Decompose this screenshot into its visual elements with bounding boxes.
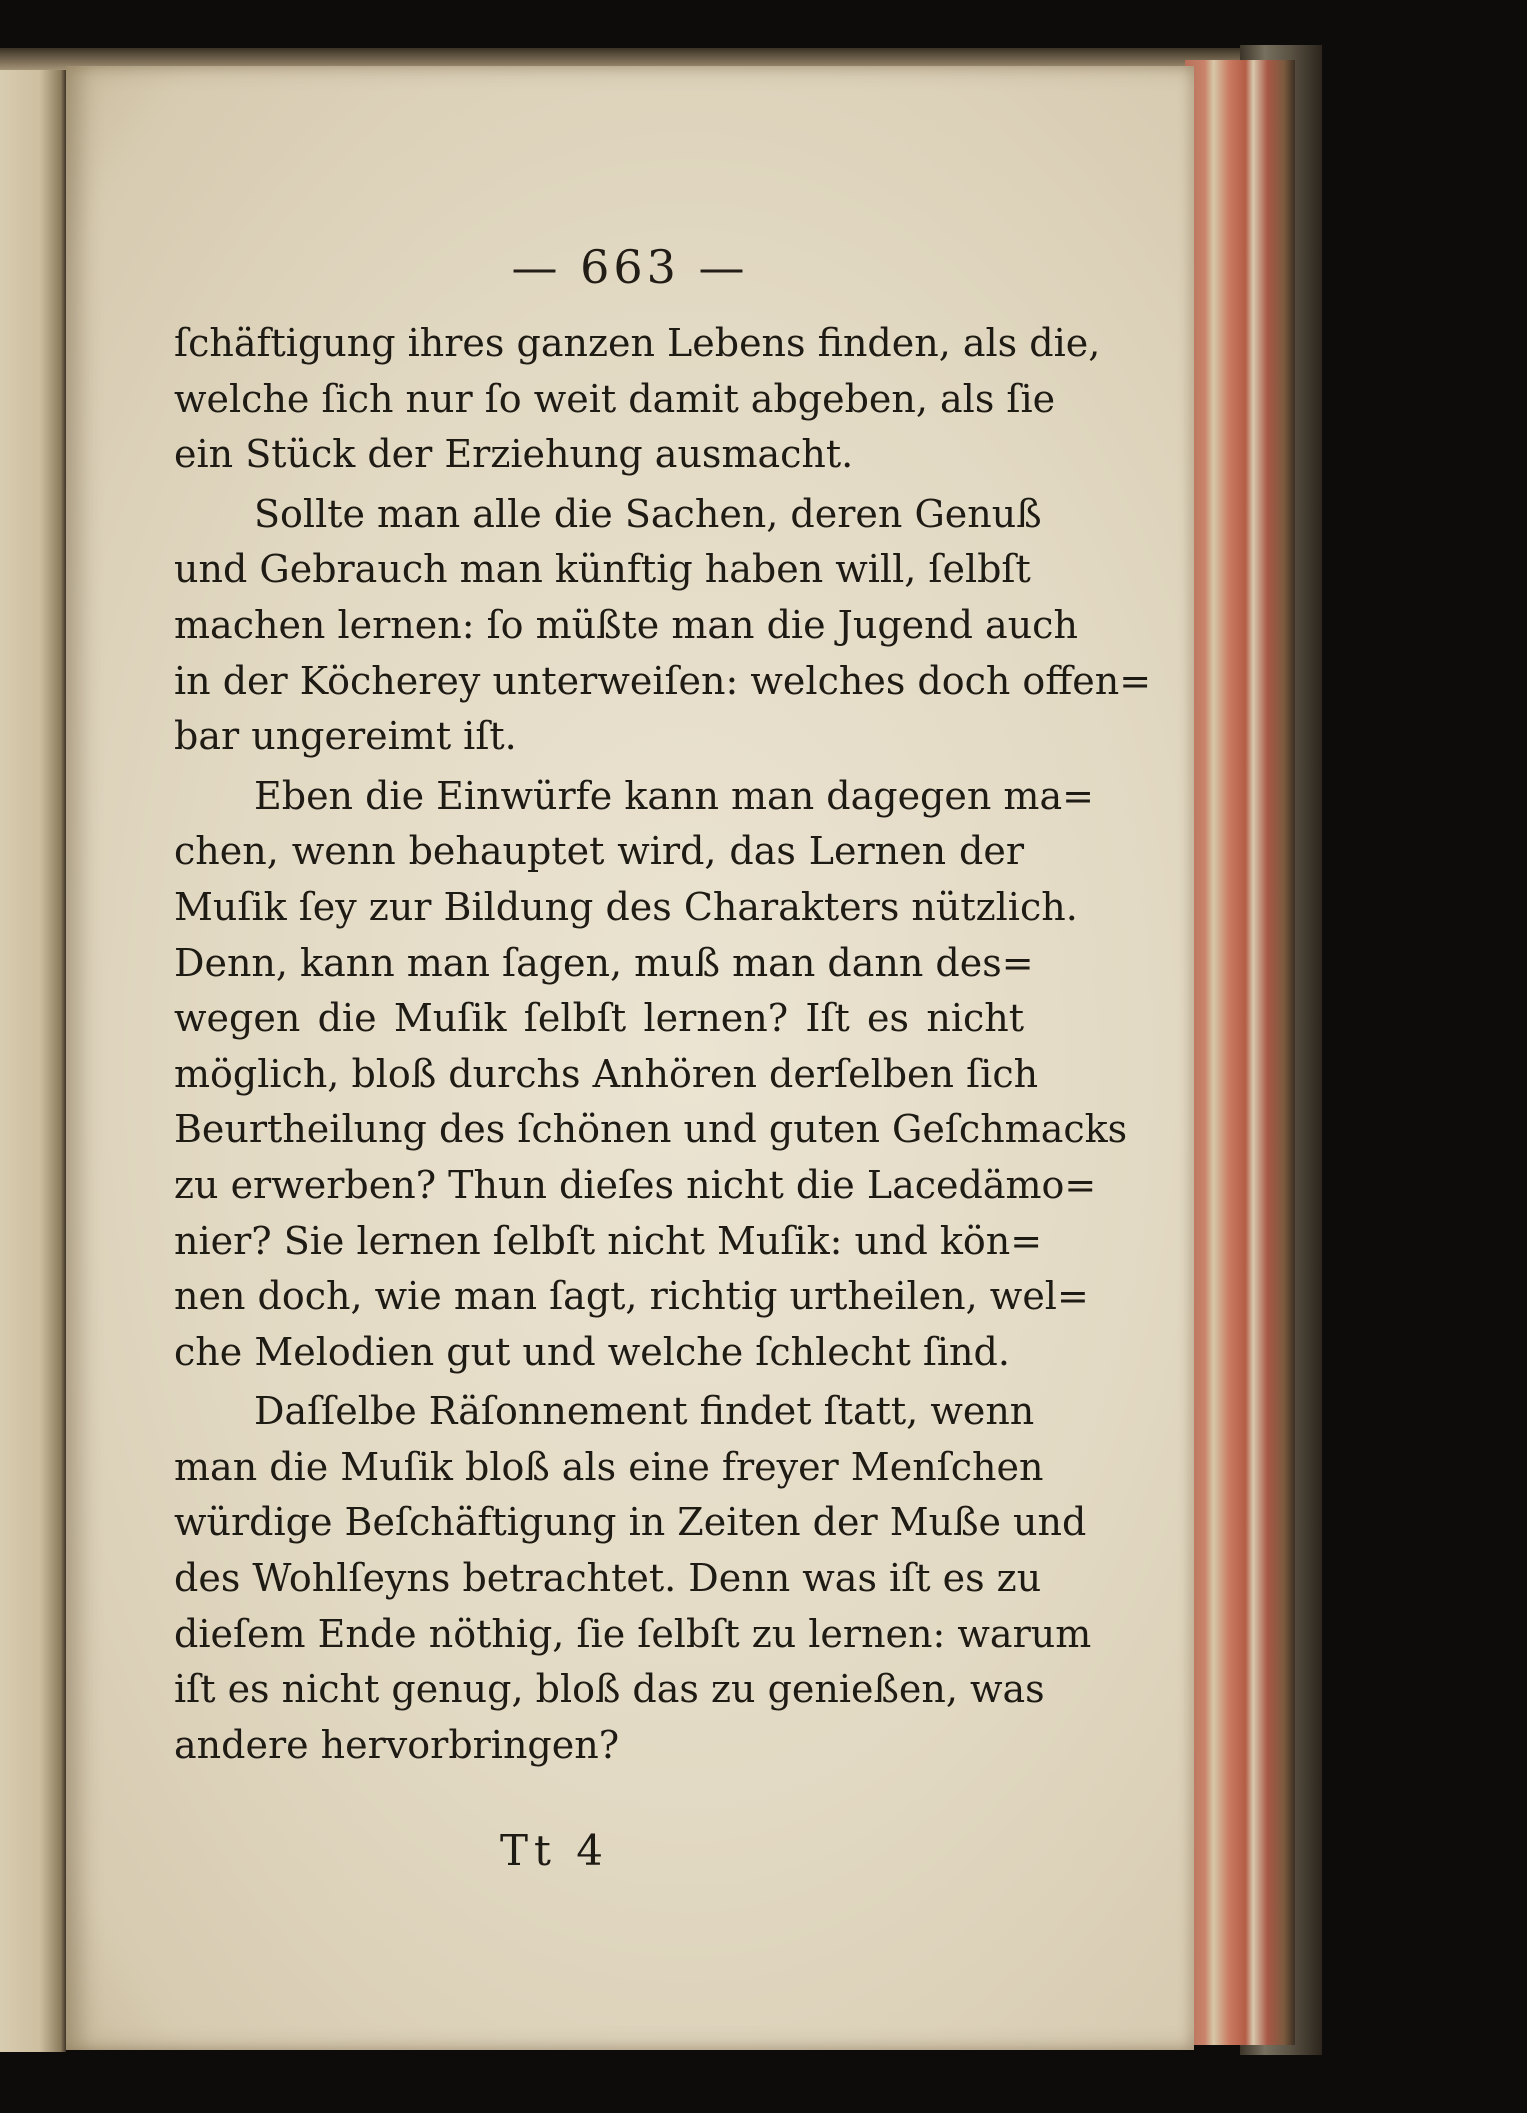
body-text — [174, 316, 1152, 1773]
text-line: und Gebrauch man künftig haben will, ſelbſt — [174, 547, 1031, 592]
paragraph-start: Sollte man alle die Sachen, deren Genuß — [254, 491, 1042, 536]
text-line: welche ſich nur ſo weit damit abgeben, als ſie — [174, 376, 1056, 421]
facing-page-edge — [0, 62, 66, 2052]
text-line: in der Köcherey unterweiſen: welches doch offen= — [174, 658, 1152, 703]
text-line: nier? Sie lernen ſelbſt nicht Muſik: und kön= — [174, 1218, 1043, 1263]
signature-mark: Tt 4 — [500, 1826, 609, 1875]
text-line: Muſik ſey zur Bildung des Charakters nützlich. — [174, 884, 1078, 929]
text-line: man die Muſik bloß als eine freyer Menſchen — [174, 1444, 1044, 1489]
text-line: des Wohlſeyns betrachtet. Denn was iſt es zu — [174, 1556, 1042, 1601]
book-page — [66, 66, 1194, 2050]
page-number: — 663 — — [511, 240, 749, 294]
page-edges — [1185, 60, 1295, 2045]
text-line: iſt es nicht genug, bloß das zu genießen, was — [174, 1667, 1045, 1712]
text-line: würdige Beſchäftigung in Zeiten der Muße und — [174, 1500, 1087, 1545]
text-line: Denn, kann man ſagen, muß man dann des= — [174, 940, 1034, 985]
text-line: Beurtheilung des ſchönen und guten Geſchmacks — [174, 1107, 1128, 1152]
text-line: dieſem Ende nöthig, ſie ſelbſt zu lernen: warum — [174, 1611, 1092, 1656]
text-line: che Melodien gut und welche ſchlecht ſind. — [174, 1329, 1010, 1374]
text-line: zu erwerben? Thun dieſes nicht die Lacedämo= — [174, 1162, 1097, 1207]
text-line: wegen die Muſik ſelbſt lernen? Iſt es nicht — [174, 996, 1024, 1041]
paragraph-start: Eben die Einwürfe kann man dagegen ma= — [254, 773, 1094, 818]
text-line: ein Stück der Erziehung ausmacht. — [174, 432, 854, 477]
text-line: andere hervorbringen? — [174, 1722, 620, 1767]
text-line: chen, wenn behauptet wird, das Lernen der — [174, 829, 1024, 874]
text-line: nen doch, wie man ſagt, richtig urtheilen, wel= — [174, 1274, 1089, 1319]
text-line: möglich, bloß durchs Anhören derſelben ſich — [174, 1051, 1039, 1096]
text-line: machen lernen: ſo müßte man die Jugend auch — [174, 602, 1078, 647]
text-line: ſchäftigung ihres ganzen Lebens finden, als die, — [174, 321, 1101, 365]
paragraph-start: Daſſelbe Räſonnement findet ſtatt, wenn — [254, 1389, 1035, 1434]
text-line: bar ungereimt iſt. — [174, 714, 517, 759]
